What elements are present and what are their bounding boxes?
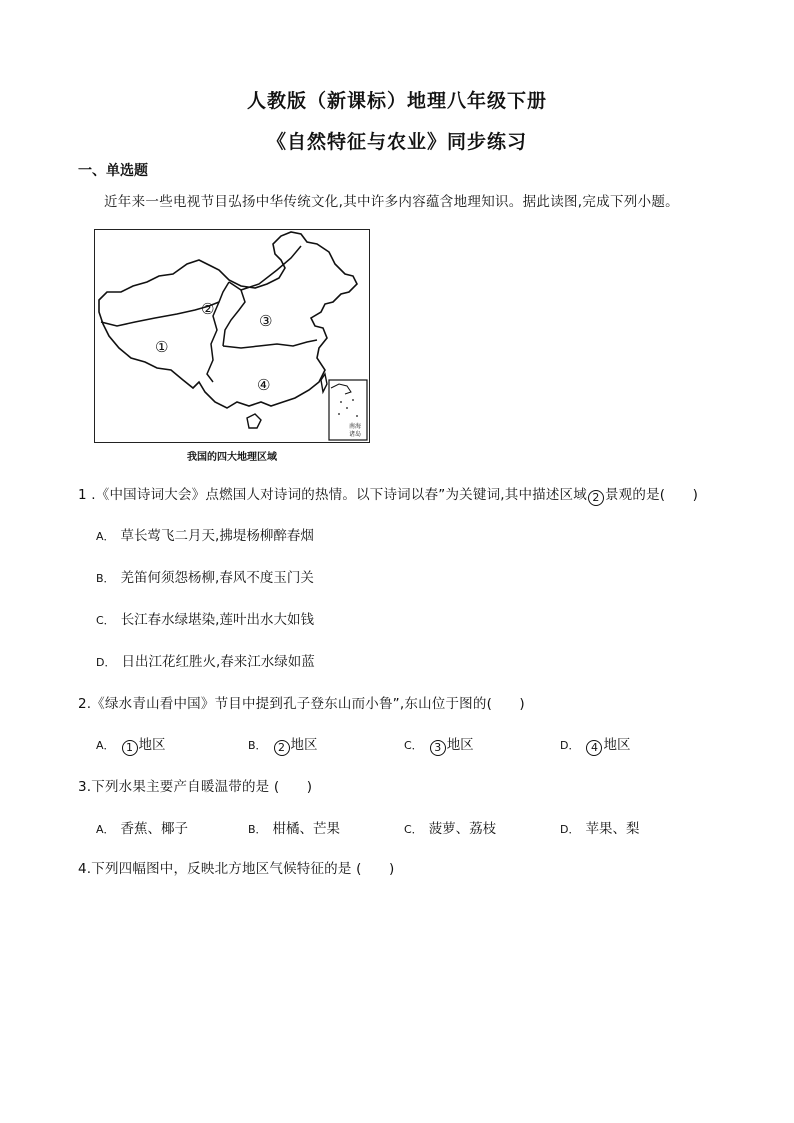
section-heading: 一、单选题 xyxy=(78,163,148,179)
option-letter: A． xyxy=(96,739,115,752)
option-text: 日出江花红胜火,春来江水绿如蓝 xyxy=(121,654,315,670)
intro-text: 近年来一些电视节目弘扬中华传统文化,其中许多内容蕴含地理知识。据此读图,完成下列小题。 xyxy=(104,194,679,210)
map-graphic xyxy=(95,230,368,441)
question-1-option-b[interactable] xyxy=(96,566,314,586)
option-letter: A． xyxy=(96,823,115,836)
boundary-line-5 xyxy=(241,246,301,290)
map-caption: 我国的四大地理区域 xyxy=(187,452,277,463)
option-letter: C． xyxy=(404,739,423,752)
question-2-option-b[interactable] xyxy=(248,733,318,756)
question-2-option-d[interactable] xyxy=(560,733,630,756)
region-circle: 4 xyxy=(586,740,602,756)
question-2-option-a[interactable] xyxy=(96,733,166,756)
question-3-stem: 3.下列水果主要产自暖温带的是 ( ) xyxy=(78,779,313,795)
region-circle: 3 xyxy=(430,740,446,756)
option-letter: B． xyxy=(96,572,115,585)
question-1-option-d[interactable] xyxy=(96,650,315,670)
option-letter: B． xyxy=(248,739,267,752)
option-letter: D． xyxy=(96,656,116,669)
document-title: 人教版（新课标）地理八年级下册 xyxy=(246,90,547,112)
option-text: 长江春水绿堪染,莲叶出水大如钱 xyxy=(120,612,314,628)
boundary-line-3 xyxy=(223,282,245,346)
option-letter: C． xyxy=(96,614,115,627)
china-outline xyxy=(99,232,357,408)
question-3-option-c[interactable] xyxy=(404,817,496,837)
option-text: 香蕉、椰子 xyxy=(120,821,189,837)
question-3-option-b[interactable] xyxy=(248,817,340,837)
option-text: 菠萝、荔枝 xyxy=(428,821,497,837)
option-text: 地区 xyxy=(290,737,318,753)
document-subtitle: 《自然特征与农业》同步练习 xyxy=(266,131,527,153)
question-1-stem xyxy=(78,483,698,506)
option-text: 地区 xyxy=(446,737,474,753)
option-letter: D． xyxy=(560,739,580,752)
region-circle: 2 xyxy=(274,740,290,756)
region-label-2: ② xyxy=(201,300,215,318)
question-1-stem-tail: 景观的是( ) xyxy=(604,487,699,503)
region-circle-2: 2 xyxy=(588,490,604,506)
region-label-3: ③ xyxy=(259,312,273,330)
question-1-stem-text: 1 .《中国诗词大会》点燃国人对诗词的热情。以下诗词以春”为关键词,其中描述区域 xyxy=(78,487,587,503)
option-text: 草长莺飞二月天,拂堤杨柳醉春烟 xyxy=(120,528,314,544)
option-letter: D． xyxy=(560,823,580,836)
question-2-option-c[interactable] xyxy=(404,733,474,756)
question-1-option-c[interactable] xyxy=(96,608,314,628)
option-text: 羌笛何须怨杨柳,春风不度玉门关 xyxy=(120,570,314,586)
region-label-1: ① xyxy=(155,338,169,356)
hainan-island xyxy=(247,414,261,428)
option-text: 柑橘、芒果 xyxy=(272,821,341,837)
option-letter: A． xyxy=(96,530,115,543)
question-3-option-a[interactable] xyxy=(96,817,188,837)
option-text: 苹果、梨 xyxy=(585,821,640,837)
option-text: 地区 xyxy=(138,737,166,753)
china-regions-map xyxy=(94,229,370,443)
inset-label-line1: 南海 xyxy=(349,423,362,430)
region-label-4: ④ xyxy=(257,376,271,394)
question-4-stem: 4.下列四幅图中，反映北方地区气候特征的是 ( ) xyxy=(78,861,395,877)
inset-label-line2: 诸岛 xyxy=(349,431,362,438)
question-2-stem: 2.《绿水青山看中国》节目中提到孔子登东山而小鲁”,东山位于图的( ) xyxy=(78,696,525,712)
question-3-option-d[interactable] xyxy=(560,817,639,837)
option-letter: C． xyxy=(404,823,423,836)
option-letter: B． xyxy=(248,823,267,836)
south-china-sea-inset xyxy=(329,380,367,440)
boundary-line-4 xyxy=(223,340,317,348)
option-text: 地区 xyxy=(603,737,631,753)
question-1-option-a[interactable] xyxy=(96,524,314,544)
region-circle: 1 xyxy=(122,740,138,756)
